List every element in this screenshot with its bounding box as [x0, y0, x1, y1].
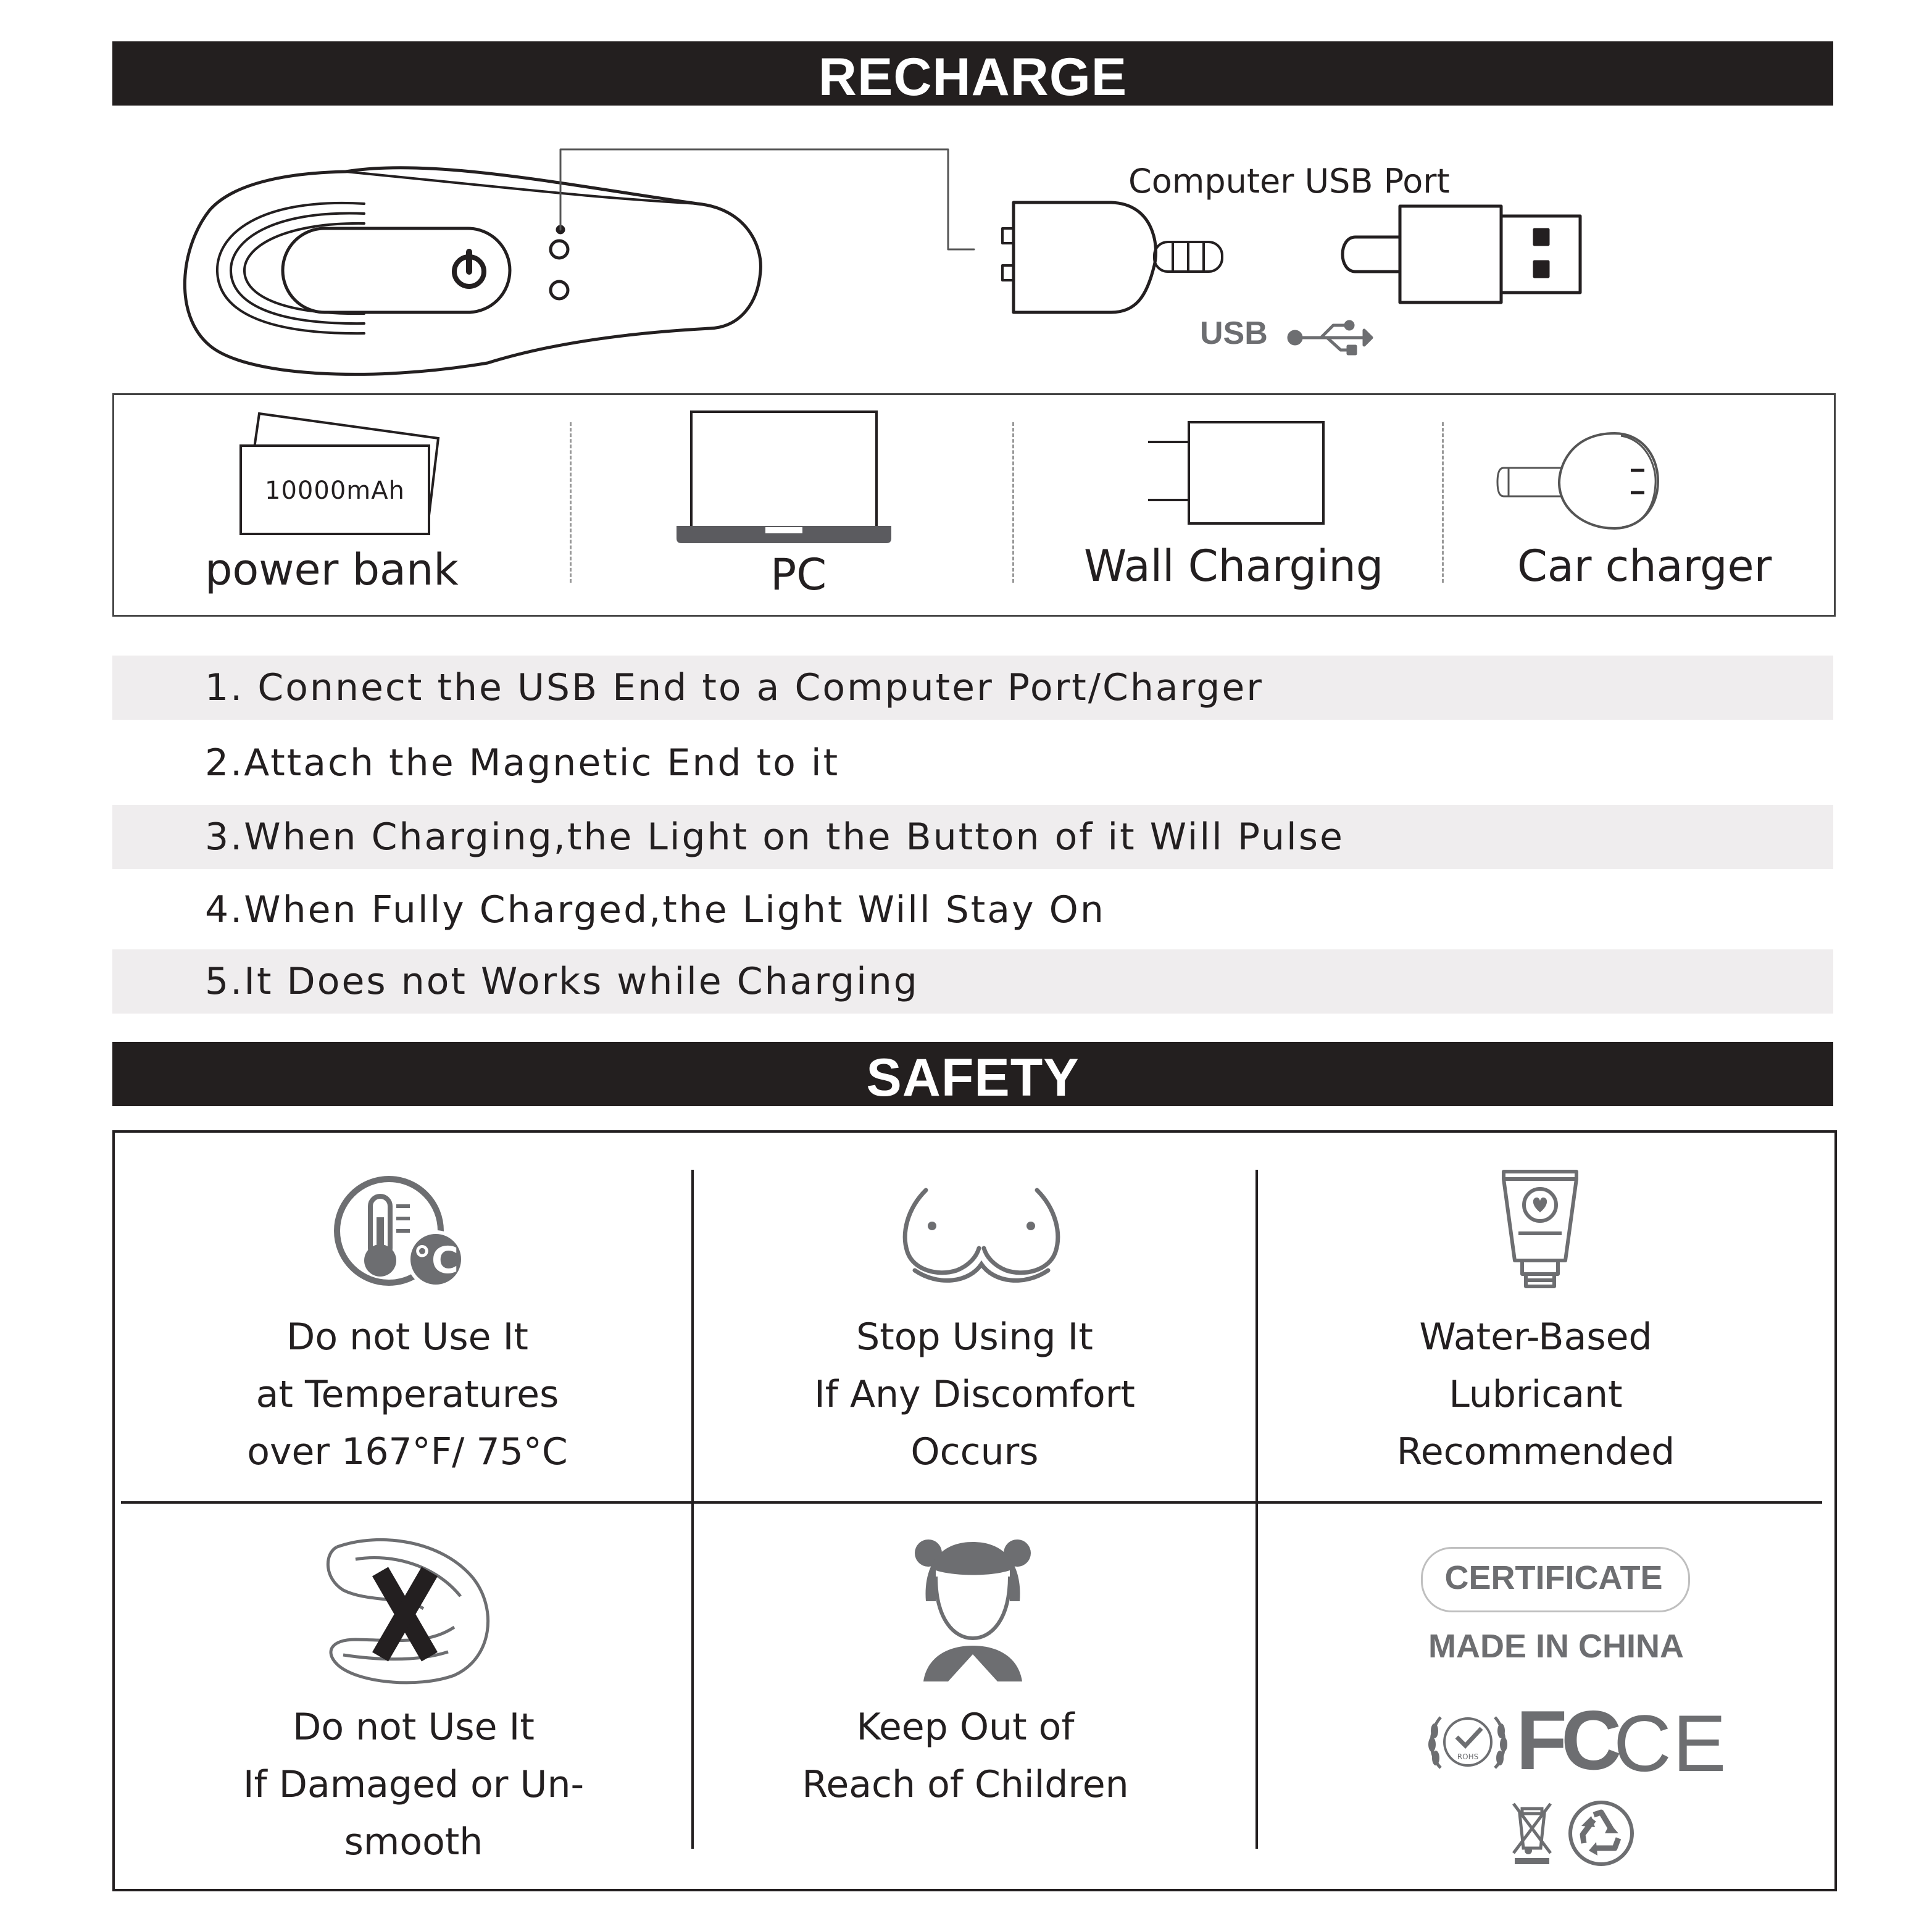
svg-text:°C: °C	[412, 1239, 459, 1282]
laptop-icon	[673, 409, 895, 546]
source-divider	[570, 422, 572, 583]
power-bank-icon	[235, 410, 444, 540]
safety-item-lubricant	[1258, 1309, 1813, 1481]
safety-item-temperature	[123, 1309, 691, 1481]
usb-plug-icon	[1343, 206, 1580, 302]
thermometer-icon	[332, 1174, 468, 1291]
safety-line: If Any Discomfort	[814, 1373, 1135, 1416]
car-charger-icon	[1491, 428, 1664, 533]
safety-line: smooth	[344, 1820, 483, 1864]
safety-line: Do not Use It	[293, 1706, 535, 1749]
discomfort-icon	[901, 1184, 1062, 1289]
child-icon	[911, 1533, 1035, 1688]
power-bank-label: power bank	[205, 544, 459, 595]
rohs-label: ROHS	[1457, 1752, 1479, 1761]
certificate-label: CERTIFICATE	[1444, 1559, 1663, 1596]
wall-charging-label: Wall Charging	[1084, 541, 1384, 591]
safety-line: at Temperatures	[256, 1373, 559, 1416]
safety-line: Do not Use It	[286, 1315, 528, 1359]
grid-line	[1255, 1170, 1258, 1849]
lubricant-tube-icon	[1500, 1167, 1580, 1296]
source-divider	[1012, 422, 1014, 583]
grid-line	[121, 1501, 1822, 1504]
power-bank-capacity: 10000mAh	[265, 477, 405, 505]
safety-line: Lubricant	[1449, 1373, 1623, 1416]
safety-line: If Damaged or Un-	[243, 1763, 585, 1806]
safety-item-children	[694, 1699, 1237, 1814]
safety-title: SAFETY	[866, 1048, 1080, 1107]
step-4: 4.When Fully Charged,the Light Will Stay On	[205, 888, 1105, 931]
rohs-icon	[1426, 1706, 1510, 1780]
step-3: 3.When Charging,the Light on the Button of it Will Pulse	[112, 805, 1833, 869]
recycle-icon	[1567, 1799, 1636, 1868]
usb-symbol-icon	[1289, 322, 1372, 354]
safety-line: Keep Out of	[856, 1706, 1075, 1749]
safety-line: over 167°F/ 75°C	[247, 1430, 568, 1473]
recharge-title: RECHARGE	[818, 48, 1128, 107]
pc-label: PC	[770, 549, 827, 600]
usb-text: USB	[1200, 315, 1268, 351]
step-2: 2.Attach the Magnetic End to it	[205, 741, 840, 785]
source-divider	[1442, 422, 1444, 583]
safety-line: Occurs	[910, 1430, 1039, 1473]
step-5: 5.It Does not Works while Charging	[112, 949, 1833, 1014]
fcc-mark: FC	[1516, 1693, 1616, 1787]
step-1: 1. Connect the USB End to a Computer Port/Charger	[112, 656, 1833, 720]
magnetic-connector-icon	[1002, 202, 1222, 312]
car-charger-label: Car charger	[1517, 541, 1772, 591]
damaged-product-icon	[319, 1535, 498, 1689]
safety-banner	[112, 1042, 1833, 1106]
wall-plug-icon	[1144, 417, 1330, 528]
device-icon	[185, 168, 760, 375]
safety-item-damaged	[123, 1699, 704, 1871]
safety-line: Stop Using It	[856, 1315, 1093, 1359]
usb-port-label: Computer USB Port	[1128, 162, 1450, 201]
safety-line: Recommended	[1396, 1430, 1675, 1473]
recharge-banner	[112, 41, 1833, 106]
safety-line: Water-Based	[1419, 1315, 1652, 1359]
safety-line: Reach of Children	[802, 1763, 1129, 1806]
weee-bin-icon	[1510, 1799, 1554, 1865]
safety-item-discomfort	[694, 1309, 1255, 1481]
ce-mark: CE	[1613, 1698, 1728, 1788]
charging-illustration	[0, 123, 1932, 389]
made-in-china-label: MADE IN CHINA	[1428, 1628, 1684, 1665]
